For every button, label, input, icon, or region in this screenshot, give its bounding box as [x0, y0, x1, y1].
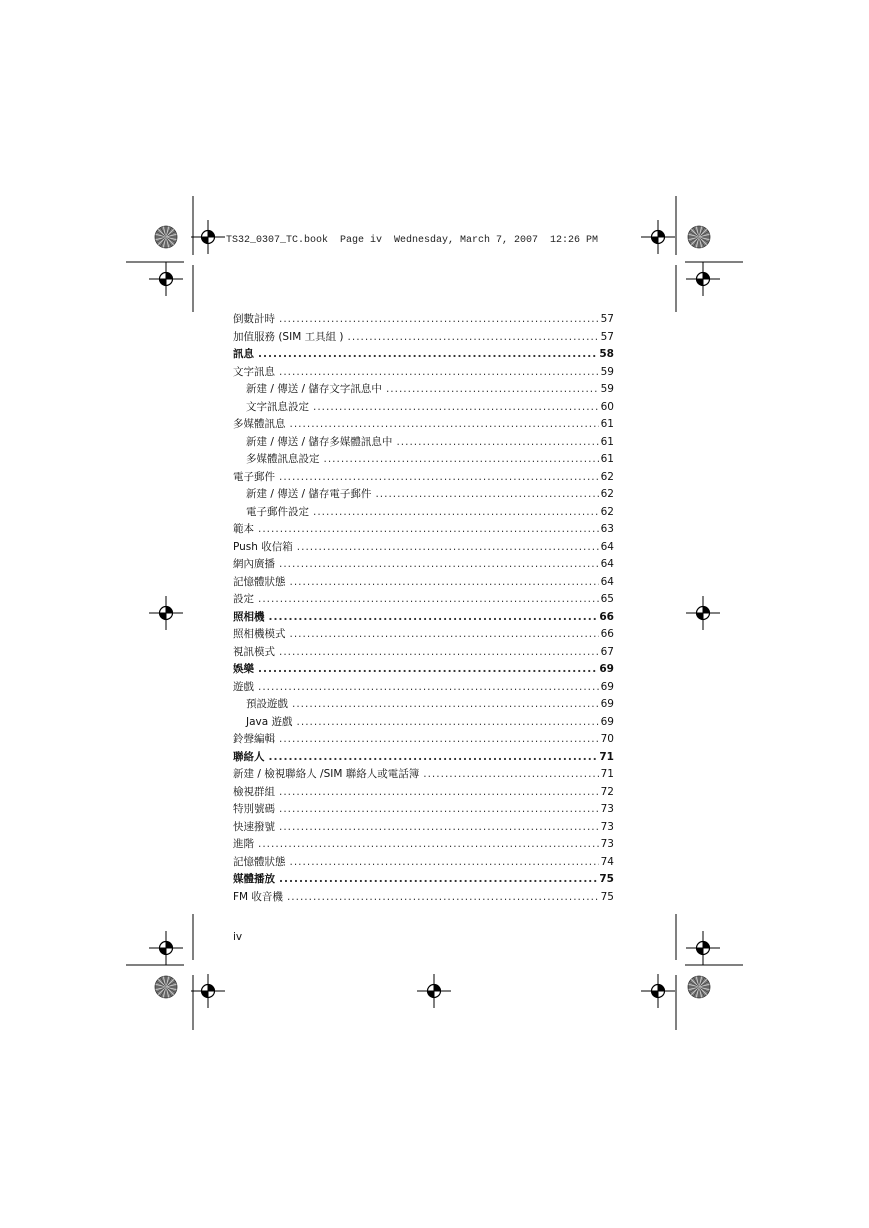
- dot-leader: [375, 486, 598, 504]
- toc-page-number: 70: [600, 733, 614, 745]
- toc-entry-title: 電子郵件: [233, 470, 275, 483]
- toc-page-number: 69: [600, 680, 614, 693]
- dot-leader: [258, 661, 597, 679]
- dot-leader: [258, 591, 599, 609]
- color-starburst-icon: [688, 226, 710, 248]
- toc-page-number: 73: [600, 820, 614, 833]
- dot-leader: [269, 749, 598, 767]
- toc-entry-title: 設定: [233, 593, 254, 605]
- dot-leader: [269, 609, 598, 627]
- toc-page-number: 62: [600, 505, 614, 518]
- toc-page-number: 75: [600, 890, 614, 903]
- dot-leader: [287, 889, 599, 907]
- dot-leader: [279, 784, 599, 802]
- dot-leader: [258, 346, 597, 364]
- toc-page-number: 62: [600, 488, 614, 500]
- registration-target-icon: [191, 220, 225, 254]
- dot-leader: [279, 364, 599, 382]
- toc-entry-title: 新建 / 傳送 / 儲存多媒體訊息中: [246, 435, 393, 448]
- toc-section-row: [233, 644, 614, 662]
- registration-target-icon: [149, 262, 183, 296]
- toc-page-number: 73: [600, 838, 614, 850]
- dot-leader: [313, 399, 599, 417]
- toc-entry-title: 新建 / 檢視聯絡人 /SIM 聯絡人或電話簿: [233, 768, 420, 780]
- toc-entry-title: 特別號碼: [233, 803, 275, 815]
- toc-entry-title: 預設遊戲: [246, 698, 288, 710]
- toc-page-number: 61: [600, 418, 614, 430]
- table-of-contents: [233, 311, 614, 906]
- registration-target-icon: [149, 931, 183, 965]
- toc-section-row: [233, 521, 614, 539]
- toc-subsection-row: [233, 696, 614, 714]
- toc-page-number: 59: [600, 365, 614, 378]
- toc-entry-title: 倒數計時: [233, 313, 275, 325]
- color-starburst-icon: [155, 976, 177, 998]
- toc-entry-title: 照相機模式: [233, 628, 286, 640]
- toc-section-row: [233, 819, 614, 837]
- toc-entry-title: 遊戲: [233, 680, 254, 693]
- toc-subsection-row: [233, 504, 614, 522]
- toc-chapter-row: [233, 661, 614, 679]
- toc-section-row: [233, 784, 614, 802]
- toc-section-row: [233, 556, 614, 574]
- toc-page-number: 65: [600, 593, 614, 605]
- toc-entry-title: 多媒體訊息: [233, 418, 286, 430]
- toc-page-number: 71: [599, 750, 614, 763]
- toc-page-number: 57: [600, 313, 614, 325]
- registration-target-icon: [641, 974, 675, 1008]
- dot-leader: [258, 521, 599, 539]
- toc-subsection-row: [233, 434, 614, 452]
- registration-target-icon: [149, 596, 183, 630]
- dot-leader: [279, 311, 599, 329]
- toc-entry-title: 檢視群組: [233, 785, 275, 798]
- dot-leader: [313, 504, 599, 522]
- toc-page-number: 75: [599, 873, 614, 885]
- dot-leader: [279, 556, 599, 574]
- toc-page-number: 61: [600, 453, 614, 465]
- toc-page-number: 69: [600, 715, 614, 728]
- registration-target-icon: [686, 262, 720, 296]
- toc-entry-title: 進階: [233, 838, 254, 850]
- toc-entry-title: 新建 / 傳送 / 儲存文字訊息中: [246, 383, 382, 395]
- toc-section-row: [233, 801, 614, 819]
- print-slug-header: TS32_0307_TC.book Page iv Wednesday, March 7, 2007 12:26 PM: [226, 235, 599, 246]
- toc-entry-title: 快速撥號: [233, 820, 275, 833]
- toc-entry-title: 記憶體狀態: [233, 575, 286, 588]
- toc-entry-title: FM 收音機: [233, 890, 283, 903]
- toc-section-row: [233, 766, 614, 784]
- toc-page-number: 64: [600, 540, 614, 553]
- toc-page-number: 66: [600, 628, 614, 640]
- toc-entry-title: 多媒體訊息設定: [246, 453, 320, 465]
- registration-target-icon: [191, 974, 225, 1008]
- toc-entry-title: 網內廣播: [233, 558, 275, 570]
- dot-leader: [423, 766, 598, 784]
- dot-leader: [290, 574, 599, 592]
- toc-subsection-row: [233, 399, 614, 417]
- toc-entry-title: 加值服務 (SIM 工具組 ): [233, 330, 344, 343]
- toc-entry-title: 記憶體狀態: [233, 855, 286, 868]
- toc-subsection-row: [233, 714, 614, 732]
- dot-leader: [324, 451, 599, 469]
- registration-target-icon: [686, 596, 720, 630]
- toc-page-number: 58: [599, 348, 614, 360]
- toc-page-number: 74: [600, 855, 614, 868]
- toc-chapter-row: [233, 609, 614, 627]
- dot-leader: [348, 329, 599, 347]
- toc-entry-title: 訊息: [233, 348, 254, 360]
- dot-leader: [290, 626, 599, 644]
- dot-leader: [279, 469, 599, 487]
- dot-leader: [290, 416, 599, 434]
- toc-page-number: 73: [600, 803, 614, 815]
- dot-leader: [292, 696, 599, 714]
- toc-page-number: 59: [600, 383, 614, 395]
- toc-entry-title: Java 遊戲: [246, 715, 293, 728]
- toc-section-row: [233, 311, 614, 329]
- toc-entry-title: 照相機: [233, 610, 265, 623]
- registration-target-icon: [641, 220, 675, 254]
- toc-section-row: [233, 836, 614, 854]
- toc-page-number: 69: [599, 663, 614, 675]
- dot-leader: [279, 731, 599, 749]
- toc-section-row: [233, 539, 614, 557]
- toc-chapter-row: [233, 749, 614, 767]
- toc-page-number: 72: [600, 785, 614, 798]
- dot-leader: [258, 679, 599, 697]
- dot-leader: [290, 854, 599, 872]
- toc-page-number: 64: [600, 575, 614, 588]
- dot-leader: [279, 644, 599, 662]
- toc-section-row: [233, 364, 614, 382]
- toc-entry-title: 範本: [233, 523, 254, 535]
- dot-leader: [279, 819, 599, 837]
- toc-section-row: [233, 329, 614, 347]
- toc-entry-title: 文字訊息設定: [246, 400, 309, 413]
- toc-subsection-row: [233, 381, 614, 399]
- toc-chapter-row: [233, 871, 614, 889]
- registration-target-icon: [417, 974, 451, 1008]
- page-number: iv: [233, 931, 243, 943]
- toc-page-number: 69: [600, 698, 614, 710]
- toc-entry-title: 電子郵件設定: [246, 505, 309, 518]
- toc-page-number: 66: [599, 610, 614, 623]
- toc-chapter-row: [233, 346, 614, 364]
- toc-entry-title: 娛樂: [233, 663, 254, 675]
- toc-entry-title: 媒體播放: [233, 873, 275, 885]
- toc-page-number: 67: [600, 645, 614, 658]
- toc-section-row: [233, 889, 614, 907]
- toc-entry-title: 聯絡人: [233, 750, 265, 763]
- toc-section-row: [233, 591, 614, 609]
- toc-section-row: [233, 574, 614, 592]
- toc-page-number: 61: [600, 435, 614, 448]
- toc-page-number: 71: [600, 768, 614, 780]
- toc-section-row: [233, 416, 614, 434]
- toc-entry-title: 新建 / 傳送 / 儲存電子郵件: [246, 488, 372, 500]
- dot-leader: [396, 434, 598, 452]
- dot-leader: [297, 714, 599, 732]
- toc-entry-title: 鈴聲編輯: [233, 733, 275, 745]
- toc-entry-title: 文字訊息: [233, 365, 275, 378]
- dot-leader: [297, 539, 599, 557]
- toc-section-row: [233, 731, 614, 749]
- toc-section-row: [233, 469, 614, 487]
- toc-page-number: 60: [600, 400, 614, 413]
- registration-target-icon: [686, 931, 720, 965]
- color-starburst-icon: [688, 976, 710, 998]
- toc-entry-title: 視訊模式: [233, 645, 275, 658]
- toc-page-number: 62: [600, 470, 614, 483]
- toc-page-number: 63: [600, 523, 614, 535]
- toc-section-row: [233, 854, 614, 872]
- dot-leader: [258, 836, 599, 854]
- toc-section-row: [233, 679, 614, 697]
- toc-subsection-row: [233, 451, 614, 469]
- toc-entry-title: Push 收信箱: [233, 540, 293, 553]
- dot-leader: [279, 871, 597, 889]
- dot-leader: [279, 801, 599, 819]
- toc-page-number: 64: [600, 558, 614, 570]
- toc-page-number: 57: [600, 330, 614, 343]
- color-starburst-icon: [155, 226, 177, 248]
- toc-subsection-row: [233, 486, 614, 504]
- dot-leader: [386, 381, 599, 399]
- toc-section-row: [233, 626, 614, 644]
